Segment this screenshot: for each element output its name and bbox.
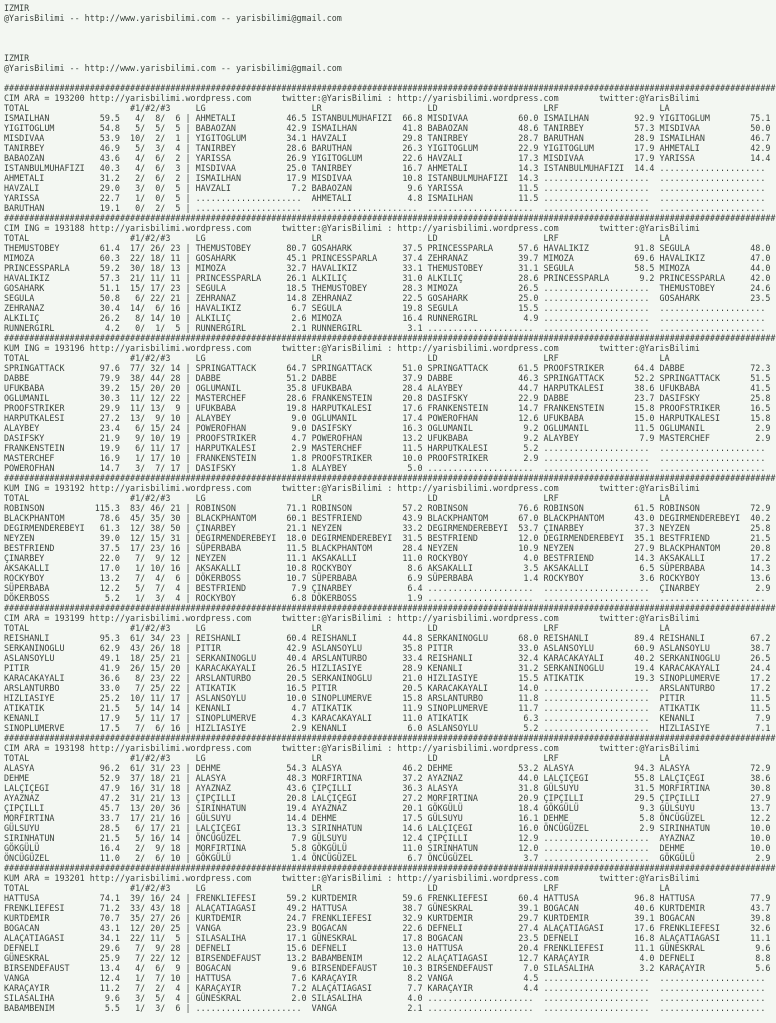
table-row: YARISSA 22.7 1/ 0/ 5 | ..................... AHMETALI 4.8 ISMAILHAN 11.5 ..................... .....................	[4, 193, 776, 203]
table-row: GÜNESKRAL 25.9 7/ 22/ 12 | BIRSENDEFAUST 13.2 BABAMBENIM 12.2 ALAÇATIAGASI 12.7 KARAÇAYIR 4.0 DEFNELI 8.8	[4, 953, 776, 963]
table-row: GOSAHARK 51.1 15/ 17/ 23 | SEGULA 18.5 THEMUSTOBEY 28.3 MIMOZA 26.5 ..................... THEMUSTOBEY 24.6	[4, 283, 776, 293]
table-row: LALÇIÇEGI 47.9 16/ 31/ 18 | AYAZNAZ 43.6 ÇIPÇILLI 36.3 ALASYA 31.8 GÜLSUYU 31.5 MORFIRTINA 30.8	[4, 783, 776, 793]
table-row: ARSLANTURBO 33.0 7/ 25/ 22 | ATIKATIK 16.5 PITIR 20.5 KARACAKAYALI 14.0 ..................... ARSLANTURBO 17.2	[4, 683, 776, 693]
section-kum-ing-193192	[4, 473, 776, 603]
table-row: ZEHRANAZ 30.4 14/ 6/ 16 | HAVALIKIZ 6.7 SEGULA 19.8 SEGULA 15.5 ..................... .....................	[4, 303, 776, 313]
table-row: TANIRBEY 46.9 5/ 3/ 4 | TANIRBEY 28.6 BARUTHAN 26.3 YIGITOGLUM 22.9 YIGITOGLUM 17.9 AHMETALI 42.9	[4, 143, 776, 153]
section-cim-ara-193198	[4, 733, 776, 863]
table-row: ASLANSOYLU 49.1 18/ 25/ 21 | SERKANINOGLU 40.4 ARSLANTURBO 33.4 REISHANLI 32.4 KARACAKAYALI 40.2 SERKANINOGLU 26.5	[4, 653, 776, 663]
section-divider: #########################################################################################################################################################	[4, 333, 776, 343]
table-row: BABAMBENIM 5.5 1/ 3/ 6 | ..................... VANGA 2.1 ..................... ..................... .....................	[4, 1003, 776, 1013]
section-divider: #########################################################################################################################################################	[4, 733, 776, 743]
table-row: SPRINGATTACK 97.6 77/ 32/ 14 | SPRINGATTACK 64.7 SPRINGATTACK 51.0 SPRINGATTACK 61.5 PROOFSTRIKER 64.4 DABBE 72.3	[4, 363, 776, 373]
table-row: POWEROFHAN 14.7 3/ 7/ 17 | DASIFSKY 1.8 ALAYBEY 5.0 ..................... ..................... .....................	[4, 463, 776, 473]
report-contact-line: @YarisBilimi -- http://www.yarisbilimi.com -- yarisbilimi@gmail.com	[4, 13, 342, 23]
table-row: DEHME 52.9 37/ 18/ 21 | ALASYA 48.3 MORFIRTINA 37.2 AYAZNAZ 44.0 LALÇIÇEGI 55.8 LALÇIÇEGI 38.6	[4, 773, 776, 783]
table-row: UFUKBABA 39.2 15/ 20/ 20 | OGLUMANIL 35.8 UFUKBABA 28.4 ALAYBEY 44.7 HARPUTKALESI 38.6 UFUKBABA 41.5	[4, 383, 776, 393]
report-city: IZMIR	[4, 3, 30, 13]
column-header: TOTAL #1/#2/#3 LG LR LD LRF LA	[4, 623, 670, 633]
blank-line	[4, 23, 776, 33]
table-row: ALKILIÇ 26.2 8/ 14/ 10 | ALKILIÇ 2.6 MIMOZA 16.4 RUNNERGIRL 4.9 ..................... .....................	[4, 313, 776, 323]
table-row: PROOFSTRIKER 29.9 11/ 13/ 9 | UFUKBABA 19.8 HARPUTKALESI 17.6 FRANKENSTEIN 14.7 FRANKENSTEIN 15.8 PROOFSTRIKER 16.5	[4, 403, 776, 413]
table-row: ISTANBULMUHAFIZI 40.3 4/ 6/ 3 | MISDIVAA 25.0 TANIRBEY 16.7 AHMETALI 14.3 ISTANBULMUHAFIZI 14.4 .....................	[4, 163, 776, 173]
section-cim-ing-193188	[4, 213, 776, 333]
section-title: KUM ING = 193196 http://yarisbilimi.wordpress.com twitter:@YarisBilimi : http://yarisbilimi.wordpress.com twitter:@YarisBilimi	[4, 343, 700, 353]
table-row: ROBINSON 115.3 83/ 46/ 21 | ROBINSON 71.1 ROBINSON 57.2 ROBINSON 76.6 ROBINSON 61.5 ROBINSON 72.9	[4, 503, 776, 513]
section-title: CIM ARA = 193200 http://yarisbilimi.wordpress.com twitter:@YarisBilimi : http://yarisbilimi.wordpress.com twitter:@YarisBilimi	[4, 93, 700, 103]
table-row: SINOPLUMERVE 17.5 7/ 6/ 16 | HIZLIASIYE 2.9 KENANLI 6.0 ASLANSOYLU 5.2 ..................... HIZLIASIYE 7.1	[4, 723, 776, 733]
table-row: BIRSENDEFAUST 13.4 4/ 6/ 9 | BOGACAN 9.6 BIRSENDEFAUST 10.3 BIRSENDEFAUST 7.0 SILASALIHA 3.2 KARAÇAYIR 5.6	[4, 963, 776, 973]
section-divider: #########################################################################################################################################################	[4, 603, 776, 613]
table-row: THEMUSTOBEY 61.4 17/ 26/ 23 | THEMUSTOBEY 80.7 GOSAHARK 37.5 PRINCESSPARLA 57.6 HAVALIKIZ 91.8 SEGULA 48.0	[4, 243, 776, 253]
table-row: KARAÇAYIR 11.2 7/ 2/ 4 | KARAÇAYIR 7.2 ALAÇATIAGASI 7.7 KARAÇAYIR 4.4 ..................... .....................	[4, 983, 776, 993]
table-row: BESTFRIEND 37.5 17/ 23/ 16 | SÜPERBABA 11.5 BLACKPHANTOM 28.4 NEYZEN 10.9 NEYZEN 27.9 BLACKPHANTOM 20.8	[4, 543, 776, 553]
column-header: TOTAL #1/#2/#3 LG LR LD LRF LA	[4, 753, 670, 763]
table-row: OGLUMANIL 30.3 11/ 12/ 22 | MASTERCHEF 28.6 FRANKENSTEIN 20.8 DASIFSKY 22.9 DABBE 23.7 DASIFSKY 25.8	[4, 393, 776, 403]
table-row: ISMAILHAN 59.5 4/ 8/ 6 | AHMETALI 46.5 ISTANBULMUHAFIZI 66.8 MISDIVAA 60.0 ISMAILHAN 92.9 YIGITOGLUM 75.1	[4, 113, 776, 123]
table-row: SEGULA 50.8 6/ 22/ 21 | ZEHRANAZ 14.8 ZEHRANAZ 22.5 GOSAHARK 25.0 ..................... GOSAHARK 23.5	[4, 293, 776, 303]
section-title: CIM ARA = 193199 http://yarisbilimi.wordpress.com twitter:@YarisBilimi : http://yarisbilimi.wordpress.com twitter:@YarisBilimi	[4, 613, 700, 623]
column-header: TOTAL #1/#2/#3 LG LR LD LRF LA	[4, 883, 670, 893]
section-title: CIM ARA = 193198 http://yarisbilimi.wordpress.com twitter:@YarisBilimi : http://yarisbilimi.wordpress.com twitter:@YarisBilimi	[4, 743, 700, 753]
table-row: KARACAKAYALI 36.6 8/ 23/ 22 | ARSLANTURBO 20.5 SERKANINOGLU 21.0 HIZLIASIYE 15.5 ATIKATIK 19.3 SINOPLUMERVE 17.2	[4, 673, 776, 683]
table-row: BARUTHAN 19.1 0/ 2/ 5 | ..................... ..................... ..................... ..................... .....................	[4, 203, 776, 213]
section-title: KUM ARA = 193201 http://yarisbilimi.wordpress.com twitter:@YarisBilimi : http://yarisbilimi.wordpress.com twitter:@YarisBilimi	[4, 873, 700, 883]
section-divider: #########################################################################################################################################################	[4, 473, 776, 483]
report-city-repeat: IZMIR	[4, 53, 30, 63]
table-row: AKSAKALLI 17.0 1/ 10/ 16 | AKSAKALLI 10.8 ROCKYBOY 8.6 AKSAKALLI 3.5 AKSAKALLI 6.5 SÜPERBABA 14.3	[4, 563, 776, 573]
table-row: DABBE 79.9 38/ 44/ 28 | DABBE 51.2 DABBE 37.9 DABBE 46.3 SPRINGATTACK 52.2 SPRINGATTACK 51.5	[4, 373, 776, 383]
table-row: HARPUTKALESI 27.2 13/ 9/ 10 | ALAYBEY 9.0 OGLUMANIL 17.4 POWEROFHAN 12.6 UFUKBABA 15.0 HARPUTKALESI 15.8	[4, 413, 776, 423]
section-divider: #########################################################################################################################################################	[4, 863, 776, 873]
report-contact-line-repeat: @YarisBilimi -- http://www.yarisbilimi.com -- yarisbilimi@gmail.com	[4, 63, 342, 73]
table-row: DEFNELI 29.6 7/ 9/ 28 | DEFNELI 15.6 DEFNELI 13.0 HATTUSA 20.4 FRENKLIEFESI 11.1 GÜNESKRAL 9.6	[4, 943, 776, 953]
table-row: AHMETALI 31.2 2/ 6/ 2 | ISMAILHAN 17.9 MISDIVAA 10.8 ISTANBULMUHAFIZI 14.3 ..................... .....................	[4, 173, 776, 183]
table-row: BLACKPHANTOM 78.6 45/ 35/ 30 | BLACKPHANTOM 60.1 BESTFRIEND 43.9 BLACKPHANTOM 67.0 BLACKPHANTOM 43.0 DEGIRMENDEREBEYI 40.2	[4, 513, 776, 523]
column-header: TOTAL #1/#2/#3 LG LR LD LRF LA	[4, 353, 670, 363]
table-row: FRANKENSTEIN 19.9 6/ 11/ 17 | HARPUTKALESI 2.9 MASTERCHEF 11.5 HARPUTKALESI 5.2 ..................... .....................	[4, 443, 776, 453]
table-row: MISDIVAA 53.9 10/ 2/ 1 | YIGITOGLUM 34.1 HAVZALI 29.8 TANIRBEY 28.7 BARUTHAN 28.9 ISMAILHAN 46.7	[4, 133, 776, 143]
column-header: TOTAL #1/#2/#3 LG LR LD LRF LA	[4, 103, 670, 113]
table-row: RUNNERGIRL 4.2 0/ 1/ 5 | RUNNERGIRL 2.1 RUNNERGIRL 3.1 ..................... ..................... .....................	[4, 323, 776, 333]
column-header: TOTAL #1/#2/#3 LG LR LD LRF LA	[4, 493, 670, 503]
table-row: BABAOZAN 43.6 4/ 6/ 2 | YARISSA 26.9 YIGITOGLUM 22.6 HAVZALI 17.3 MISDIVAA 17.9 YARISSA 14.4	[4, 153, 776, 163]
table-row: MASTERCHEF 16.9 1/ 17/ 10 | FRANKENSTEIN 1.8 PROOFSTRIKER 10.0 PROOFSTRIKER 2.9 ..................... .....................	[4, 453, 776, 463]
section-cim-ara-193199	[4, 603, 776, 733]
section-title: CIM ING = 193188 http://yarisbilimi.wordpress.com twitter:@YarisBilimi : http://yarisbilimi.wordpress.com twitter:@YarisBilimi	[4, 223, 700, 233]
table-row: HATTUSA 74.1 39/ 16/ 24 | FRENKLIEFESI 59.2 KURTDEMIR 59.6 FRENKLIEFESI 60.4 HATTUSA 96.8 HATTUSA 77.9	[4, 893, 776, 903]
table-row: YIGITOGLUM 54.8 5/ 5/ 5 | BABAOZAN 42.9 ISMAILHAN 41.8 BABAOZAN 48.6 TANIRBEY 57.3 MISDIVAA 50.0	[4, 123, 776, 133]
table-row: ALASYA 96.2 61/ 31/ 23 | DEHME 54.3 ALASYA 46.2 DEHME 53.2 ALASYA 94.3 ALASYA 72.9	[4, 763, 776, 773]
table-row: PRINCESSPARLA 59.2 30/ 18/ 13 | MIMOZA 32.7 HAVALIKIZ 33.1 THEMUSTOBEY 31.1 SEGULA 58.5 MIMOZA 44.0	[4, 263, 776, 273]
table-row: DEGIRMENDEREBEYI 61.3 12/ 38/ 50 | ÇINARBEY 21.1 NEYZEN 33.2 DEGIRMENDEREBEYI 53.7 ÇINARBEY 37.3 NEYZEN 25.8	[4, 523, 776, 533]
table-row: MORFIRTINA 33.7 17/ 21/ 16 | GÜLSUYU 14.4 DEHME 17.5 GÜLSUYU 16.1 DEHME 5.8 ÖNCÜGÜZEL 12.2	[4, 813, 776, 823]
table-row: KURTDEMIR 70.7 35/ 27/ 26 | KURTDEMIR 24.7 FRENKLIEFESI 32.9 KURTDEMIR 29.7 KURTDEMIR 39.1 BOGACAN 39.8	[4, 913, 776, 923]
blank-line	[4, 73, 776, 83]
table-row: HAVALIKIZ 57.3 21/ 11/ 11 | PRINCESSPARLA 26.1 ALKILIÇ 31.0 ALKILIÇ 28.6 PRINCESSPARLA 9.2 PRINCESSPARLA 42.0	[4, 273, 776, 283]
section-title: KUM ING = 193192 http://yarisbilimi.wordpress.com twitter:@YarisBilimi : http://yarisbilimi.wordpress.com twitter:@YarisBilimi	[4, 483, 700, 493]
table-row: SERKANINOGLU 62.9 43/ 26/ 18 | PITIR 42.9 ASLANSOYLU 35.8 PITIR 33.0 ASLANSOYLU 60.9 ASLANSOYLU 38.7	[4, 643, 776, 653]
table-row: NEYZEN 39.0 12/ 15/ 31 | DEGIRMENDEREBEYI 18.0 DEGIRMENDEREBEYI 31.5 BESTFRIEND 12.0 DEGIRMENDEREBEYI 35.1 BESTFRIEND 21.5	[4, 533, 776, 543]
table-row: REISHANLI 95.3 61/ 34/ 23 | REISHANLI 60.4 REISHANLI 44.8 SERKANINOGLU 68.0 REISHANLI 89.4 REISHANLI 67.2	[4, 633, 776, 643]
section-kum-ara-193201	[4, 863, 776, 1013]
table-row: DASIFSKY 21.9 9/ 10/ 19 | PROOFSTRIKER 4.7 POWEROFHAN 13.2 UFUKBABA 9.2 ALAYBEY 7.9 MASTERCHEF 2.9	[4, 433, 776, 443]
table-row: ÇIPÇILLI 45.7 13/ 20/ 36 | SIRINHATUN 19.4 AYAZNAZ 20.1 GÖKGÜLÜ 18.4 GÖKGÜLÜ 9.3 GÜLSUYU 13.7	[4, 803, 776, 813]
table-row: ROCKYBOY 13.2 7/ 4/ 6 | DÖKERBOSS 10.7 SÜPERBABA 6.9 SÜPERBABA 1.4 ROCKYBOY 3.6 ROCKYBOY 13.6	[4, 573, 776, 583]
report-sections	[4, 83, 776, 1013]
table-row: SIRINHATUN 21.5 5/ 16/ 14 | ÖNCÜGÜZEL 7.9 GÜLSUYU 12.4 ÇIPÇILLI 12.9 ..................... AYAZNAZ 10.0	[4, 833, 776, 843]
table-row: ATIKATIK 21.5 5/ 14/ 14 | KENANLI 4.7 ATIKATIK 11.9 SINOPLUMERVE 11.7 ..................... ATIKATIK 11.5	[4, 703, 776, 713]
table-row: ÖNCÜGÜZEL 11.0 2/ 6/ 10 | GÖKGÜLÜ 1.4 ÖNCÜGÜZEL 6.7 ÖNCÜGÜZEL 3.7 ..................... GÖKGÜLÜ 2.9	[4, 853, 776, 863]
table-row: HAVZALI 29.0 3/ 0/ 5 | HAVZALI 7.2 BABAOZAN 9.6 YARISSA 11.5 ..................... .....................	[4, 183, 776, 193]
table-row: ÇINARBEY 22.0 7/ 9/ 12 | NEYZEN 11.1 AKSAKALLI 11.0 ROCKYBOY 4.0 BESTFRIEND 14.3 AKSAKALLI 17.2	[4, 553, 776, 563]
table-row: GÜLSUYU 28.5 6/ 17/ 21 | LALÇIÇEGI 13.3 SIRINHATUN 14.6 LALÇIÇEGI 16.0 ÖNCÜGÜZEL 2.9 SIRINHATUN 10.0	[4, 823, 776, 833]
table-row: KENANLI 17.9 5/ 11/ 17 | SINOPLUMERVE 4.3 KARACAKAYALI 11.0 ATIKATIK 6.3 ..................... KENANLI 7.9	[4, 713, 776, 723]
table-row: ALAYBEY 23.4 6/ 15/ 24 | POWEROFHAN 9.0 DASIFSKY 16.3 OGLUMANIL 9.2 OGLUMANIL 11.5 OGLUMANIL 2.9	[4, 423, 776, 433]
table-row: VANGA 12.4 1/ 7/ 10 | HATTUSA 7.6 KARAÇAYIR 8.2 VANGA 4.5 ..................... .....................	[4, 973, 776, 983]
table-row: MIMOZA 60.3 22/ 18/ 11 | GOSAHARK 45.1 PRINCESSPARLA 37.4 ZEHRANAZ 39.7 MIMOZA 69.6 HAVALIKIZ 47.0	[4, 253, 776, 263]
table-row: PITIR 41.9 26/ 15/ 20 | KARACAKAYALI 26.5 HIZLIASIYE 28.9 KENANLI 31.2 SERKANINOGLU 19.4 KARACAKAYALI 24.4	[4, 663, 776, 673]
column-header: TOTAL #1/#2/#3 LG LR LD LRF LA	[4, 233, 670, 243]
table-row: HIZLIASIYE 25.2 10/ 11/ 17 | ASLANSOYLU 10.0 SINOPLUMERVE 15.8 ARSLANTURBO 11.8 ..................... PITIR 11.5	[4, 693, 776, 703]
table-row: FRENKLIEFESI 71.2 33/ 43/ 18 | ALAÇATIAGASI 49.2 HATTUSA 38.7 GÜNESKRAL 39.1 BOGACAN 40.6 KURTDEMIR 43.7	[4, 903, 776, 913]
section-divider: #########################################################################################################################################################	[4, 213, 776, 223]
table-row: AYAZNAZ 47.2 31/ 21/ 13 | ÇIPÇILLI 20.8 LALÇIÇEGI 27.2 MORFIRTINA 20.9 ÇIPÇILLI 29.5 ÇIPÇILLI 27.9	[4, 793, 776, 803]
section-kum-ing-193196	[4, 333, 776, 473]
table-row: SÜPERBABA 12.2 5/ 7/ 4 | BESTFRIEND 7.9 ÇINARBEY 6.4 ..................... ..................... ÇINARBEY 2.9	[4, 583, 776, 593]
table-row: BOGACAN 43.1 12/ 20/ 25 | VANGA 23.9 BOGACAN 22.6 DEFNELI 27.4 ALAÇATIAGASI 17.6 FRENKLIEFESI 32.6	[4, 923, 776, 933]
blank-line	[4, 43, 776, 53]
section-cim-ara-193200	[4, 83, 776, 213]
table-row: SILASALIHA 9.6 3/ 5/ 4 | GÜNESKRAL 2.0 SILASALIHA 4.0 ..................... ..................... .....................	[4, 993, 776, 1003]
table-row: DÖKERBOSS 5.2 1/ 3/ 4 | ROCKYBOY 6.8 DÖKERBOSS 1.9 ..................... ..................... .....................	[4, 593, 776, 603]
section-divider: #########################################################################################################################################################	[4, 83, 776, 93]
blank-line	[4, 33, 776, 43]
table-row: GÖKGÜLÜ 16.4 2/ 9/ 18 | MORFIRTINA 5.8 GÖKGÜLÜ 11.0 SIRINHATUN 12.0 ..................... DEHME 10.0	[4, 843, 776, 853]
table-row: ALAÇATIAGASI 34.1 22/ 11/ 5 | SILASALIHA 17.1 GÜNESKRAL 17.8 BOGACAN 23.5 DEFNELI 16.8 ALAÇATIAGASI 11.1	[4, 933, 776, 943]
